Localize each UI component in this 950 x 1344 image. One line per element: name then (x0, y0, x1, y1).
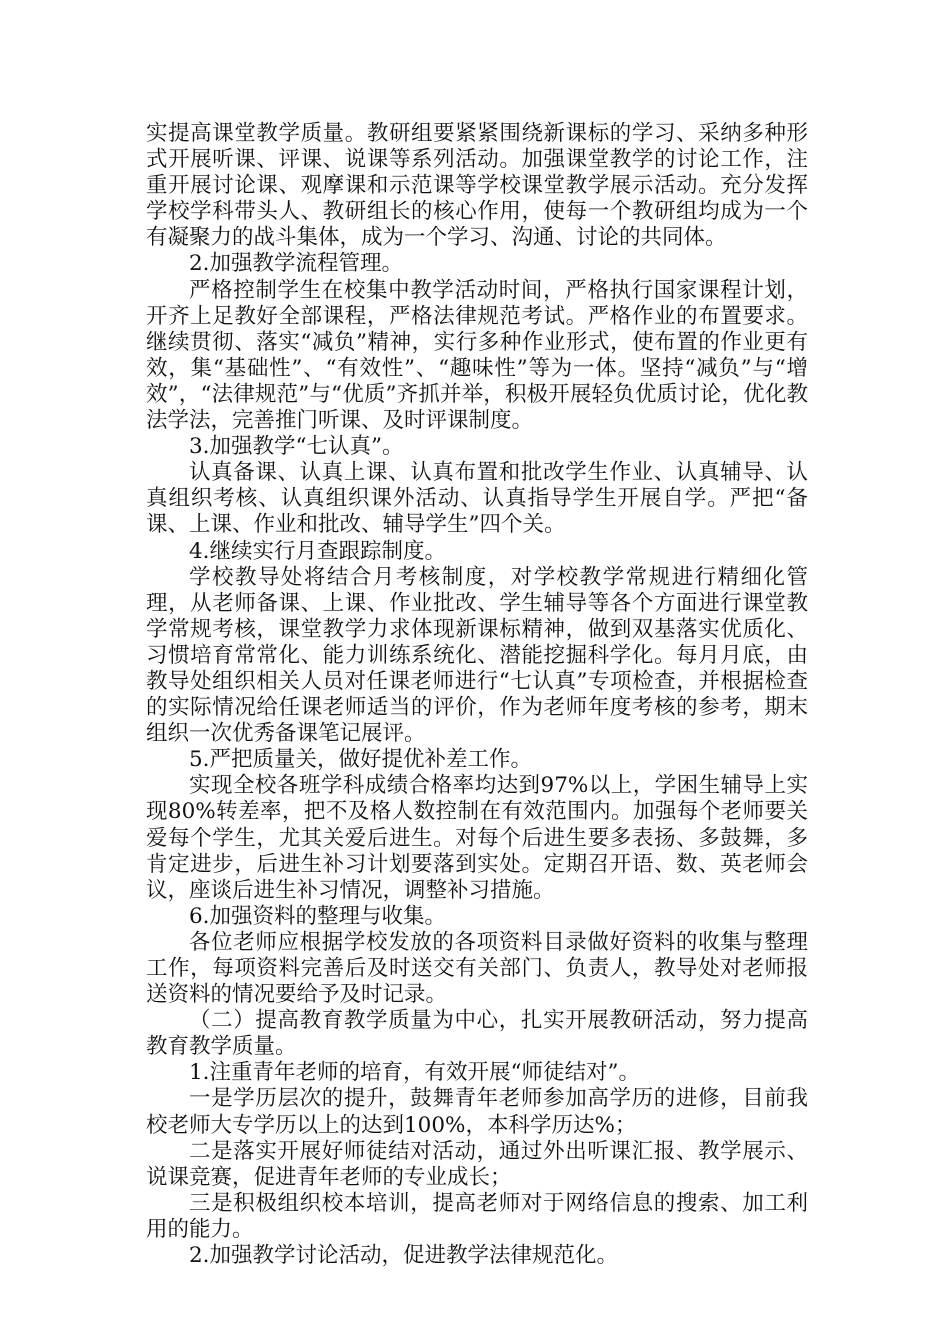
paragraph: 学校教导处将结合月考核制度，对学校教学常规进行精细化管理，从老师备课、上课、作业批改、学生辅导等各个方面进行课堂教学常规考核，课堂教学力求体现新课标精神，做到双基落实优质化、习惯培育常常化、能力训练系统化、潜能挖掘科学化。每月月底，由教导处组织相关人员对任课老师进行“七认真”专项检查，并根据检查的实际情况给任课老师适当的评价，作为老师年度考核的参考，期末组织一次优秀备课笔记展评。 (146, 564, 808, 747)
section-heading: 6.加强资料的整理与收集。 (189, 903, 447, 929)
section-heading: 4.继续实行月查跟踪制度。 (189, 538, 447, 564)
section-heading: 3.加强教学“七认真”。 (189, 434, 404, 460)
section-heading: 2.加强教学流程管理。 (189, 251, 404, 277)
paragraph: 各位老师应根据学校发放的各项资料目录做好资料的收集与整理工作，每项资料完善后及时送交有关部门、负责人，教导处对老师报送资料的情况要给予及时记录。 (146, 929, 808, 1008)
paragraph: 二是落实开展好师徒结对活动，通过外出听课汇报、教学展示、说课竞赛，促进青年老师的专业成长； (146, 1138, 808, 1190)
paragraph: 实现全校各班学科成绩合格率均达到97%以上，学困生辅导上实现80%转差率，把不及格人数控制在有效范围内。加强每个老师要关爱每个学生，尤其关爱后进生。对每个后进生要多表扬、多鼓舞，多肯定进步，后进生补习计划要落到实处。定期召开语、数、英老师会议，座谈后进生补习情况，调整补习措施。 (146, 773, 808, 903)
section-heading: 5.严把质量关，做好提优补差工作。 (189, 747, 533, 773)
document-body (146, 121, 808, 1269)
section-heading: 1.注重青年老师的培育，有效开展“师徒结对”。 (189, 1060, 640, 1086)
paragraph: 一是学历层次的提升，鼓舞青年老师参加高学历的进修，目前我校老师大专学历以上的达到100%，本科学历达%； (146, 1086, 808, 1138)
paragraph: 认真备课、认真上课、认真布置和批改学生作业、认真辅导、认真组织考核、认真组织课外活动、认真指导学生开展自学。严把“备课、上课、作业和批改、辅导学生”四个关。 (146, 460, 808, 538)
section-heading: 2.加强教学讨论活动，促进教学法律规范化。 (189, 1243, 619, 1269)
paragraph-continuation: 实提高课堂教学质量。教研组要紧紧围绕新课标的学习、采纳多种形式开展听课、评课、说课等系列活动。加强课堂教学的讨论工作，注重开展讨论课、观摩课和示范课等学校课堂教学展示活动。充分发挥学校学科带头人、教研组长的核心作用，使每一个教研组均成为一个有凝聚力的战斗集体，成为一个学习、沟通、讨论的共同体。 (146, 121, 808, 251)
major-section-heading: （二）提高教育教学质量为中心，扎实开展教研活动，努力提高教育教学质量。 (146, 1008, 808, 1060)
paragraph: 三是积极组织校本培训，提高老师对于网络信息的搜索、加工利用的能力。 (146, 1190, 808, 1242)
paragraph: 严格控制学生在校集中教学活动时间，严格执行国家课程计划，开齐上足教好全部课程，严格法律规范考试。严格作业的布置要求。继续贯彻、落实“减负”精神，实行多种作业形式，使布置的作业更有效，集“基础性”、“有效性”、“趣味性”等为一体。坚持“减负”与“增效”，“法律规范”与“优质”齐抓并举，积极开展轻负优质讨论，优化教法学法，完善推门听课、及时评课制度。 (146, 277, 808, 434)
